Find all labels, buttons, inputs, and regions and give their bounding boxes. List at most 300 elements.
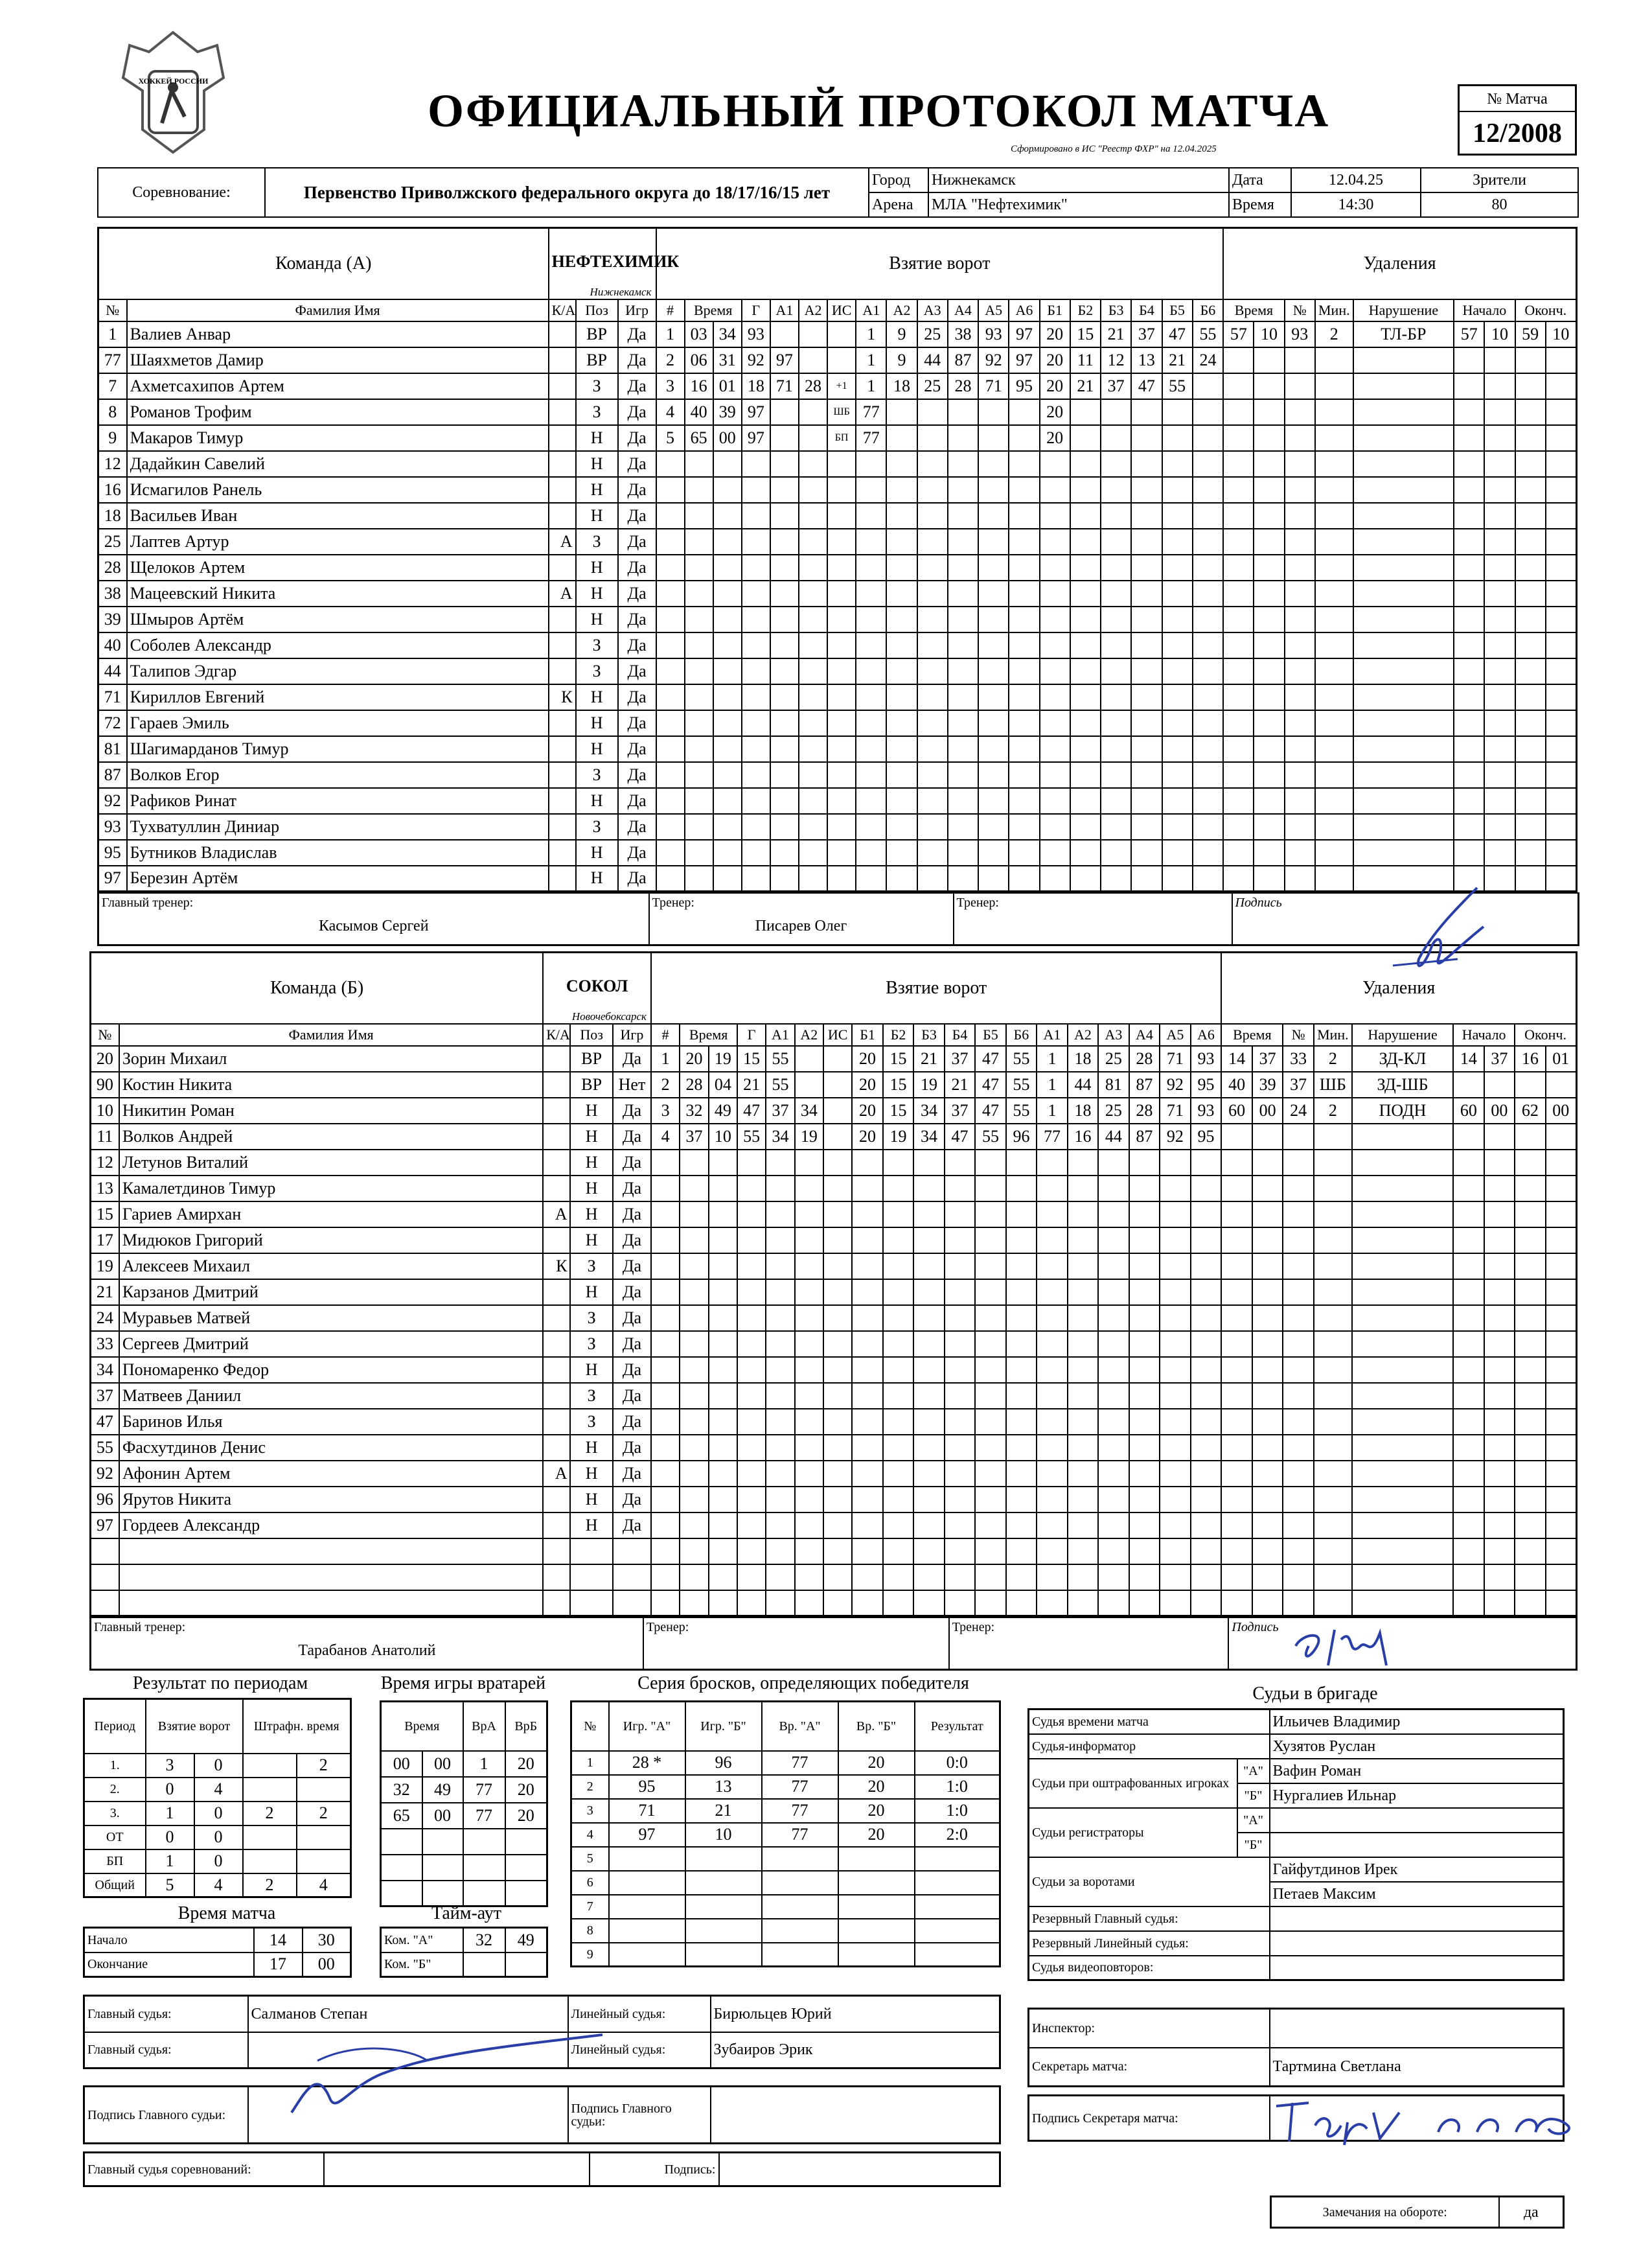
teamB-goal-empty — [852, 1487, 882, 1512]
teamB-goal-empty — [852, 1461, 882, 1487]
teamA-player-pos: З — [576, 762, 618, 788]
teamA-pen-empty — [1223, 788, 1254, 814]
teamA-goal-ice: 1 — [856, 347, 886, 373]
teamA-col-end: Оконч. — [1515, 299, 1577, 321]
teamA-goal-empty — [1162, 840, 1193, 866]
teamA-goal-empty — [1131, 529, 1162, 555]
teamA-col-ice-7: Б2 — [1070, 299, 1101, 321]
teamB-goal-empty — [1098, 1383, 1129, 1409]
teamB-col-g: Г — [737, 1024, 766, 1046]
teamA-goal-empty — [1101, 451, 1131, 477]
teamB-pen-empty — [1352, 1461, 1453, 1487]
teamA-goal-empty — [770, 529, 799, 555]
teamB-pen-empty — [1515, 1461, 1545, 1487]
teamA-goal-empty — [656, 581, 685, 607]
signature-secretary — [1270, 2093, 1587, 2151]
teamB-player-pos: Н — [570, 1124, 612, 1150]
teamA-goal-empty — [1040, 477, 1070, 503]
teamA-goal-a2 — [799, 425, 827, 451]
teamA-goal-empty — [856, 684, 886, 710]
teamB-goal-empty — [945, 1176, 975, 1201]
periods-col-goals: Взятие ворот — [146, 1699, 243, 1754]
shootout-b: 13 — [685, 1775, 762, 1799]
shootout-a: 71 — [609, 1799, 685, 1823]
teamA-col-play: Игр — [618, 299, 656, 321]
teamB-player-name: Сергеев Дмитрий — [119, 1331, 543, 1357]
teamA-player-no: 9 — [98, 425, 127, 451]
teamA-pen-empty — [1223, 736, 1254, 762]
teamA-pen-empty — [1223, 451, 1254, 477]
teamB-goal-empty — [1098, 1590, 1129, 1616]
teamB-pen-ss: 00 — [1252, 1098, 1283, 1124]
teamB-pen-empty — [1352, 1227, 1453, 1253]
teamA-player-play: Да — [618, 529, 656, 555]
teamA-goal-ice: 92 — [978, 347, 1009, 373]
teamB-player-no: 19 — [91, 1253, 119, 1279]
teamB-goal-ice: 37 — [945, 1098, 975, 1124]
teamB-pen-empty — [1252, 1279, 1283, 1305]
teamA-goal-empty — [886, 555, 917, 581]
teamA-goal-empty — [770, 710, 799, 736]
teamA-goal-empty — [1009, 866, 1039, 892]
teamA-player-ka — [549, 451, 576, 477]
teamB-goal-empty — [737, 1538, 766, 1564]
teamB-pen-empty — [1484, 1305, 1515, 1331]
teamA-pen-empty — [1484, 503, 1515, 529]
eagle-emblem-icon — [104, 19, 243, 159]
teamA-pen-empty — [1254, 762, 1284, 788]
teamB-player-no: 97 — [91, 1512, 119, 1538]
timeout-b-ss — [505, 1953, 547, 1977]
teamA-goal-empty — [948, 840, 978, 866]
teamB-goal-empty — [852, 1590, 882, 1616]
teamB-goal-empty — [680, 1176, 708, 1201]
teamA-goal-ice: 25 — [917, 373, 948, 399]
teamB-goal-empty — [852, 1357, 882, 1383]
main-ref-2-label: Главный судья: — [84, 2032, 248, 2068]
teamB-pen-empty — [1453, 1357, 1484, 1383]
teamB-goal-empty — [651, 1201, 680, 1227]
teamB-pen-emm: 62 — [1515, 1098, 1545, 1124]
teamB-col-play: Игр — [613, 1024, 651, 1046]
teamB-player-play: Да — [613, 1201, 651, 1227]
teamB-goal-empty — [1037, 1279, 1067, 1305]
teamA-goal-empty — [1193, 840, 1223, 866]
teamB-goal-empty — [709, 1279, 737, 1305]
teamA-goal-empty — [1040, 736, 1070, 762]
match-end-m: 00 — [303, 1953, 351, 1977]
teamA-pen-empty — [1484, 477, 1515, 503]
teamB-goal-empty — [975, 1538, 1005, 1564]
teamB-col-ice-1: Б2 — [883, 1024, 913, 1046]
teamA-goal-ss: 31 — [713, 347, 742, 373]
teamA-goal-empty — [1131, 866, 1162, 892]
teamA-player-no: 44 — [98, 658, 127, 684]
teamB-player-name — [119, 1564, 543, 1590]
teamA-goal-empty — [1040, 503, 1070, 529]
teamA-pen-empty — [1353, 607, 1454, 632]
shootout-b — [685, 1943, 762, 1967]
teamB-goal-empty — [1129, 1279, 1160, 1305]
teamA-goal-empty — [886, 529, 917, 555]
teamA-goal-empty — [948, 736, 978, 762]
teamB-pen-no: 24 — [1283, 1098, 1313, 1124]
teamA-pen-empty — [1484, 425, 1515, 451]
match-number: 12/2008 — [1473, 119, 1562, 148]
teamB-player-no: 90 — [91, 1072, 119, 1098]
teamB-goal-empty — [680, 1253, 708, 1279]
teamA-pen-empty — [1454, 762, 1484, 788]
teamB-pen-empty — [1515, 1435, 1545, 1461]
teamA-pen-empty — [1546, 451, 1577, 477]
teamA-player-name: Шаяхметов Дамир — [127, 347, 549, 373]
teamA-goal-empty — [886, 632, 917, 658]
teamA-goal-ice: 71 — [978, 373, 1009, 399]
shootout-a — [609, 1919, 685, 1943]
teamA-goal-empty — [742, 477, 770, 503]
teamA-goal-scorer: 18 — [742, 373, 770, 399]
goalie-mm: 00 — [381, 1751, 422, 1777]
teamB-goal-empty — [795, 1176, 823, 1201]
teamA-player-no: 12 — [98, 451, 127, 477]
teamA-goal-empty — [1040, 451, 1070, 477]
timeout-title: Тайм-аут — [431, 1903, 502, 1923]
teamA-goal-empty — [1070, 632, 1101, 658]
teamA-goal-empty — [1040, 632, 1070, 658]
teamA-pen-empty — [1254, 555, 1284, 581]
teamB-player-no — [91, 1590, 119, 1616]
shootout-va: 77 — [762, 1799, 838, 1823]
shootout-row — [571, 1943, 1000, 1967]
teamA-goal-empty — [685, 814, 713, 840]
teamB-goal-empty — [1006, 1253, 1037, 1279]
teamB-goal-ice: 16 — [1068, 1124, 1098, 1150]
period-pb — [297, 1778, 351, 1802]
shootout-va — [762, 1871, 838, 1895]
teamA-goal-empty — [917, 477, 948, 503]
teamA-pen-empty — [1546, 866, 1577, 892]
teamB-goal-empty — [766, 1538, 794, 1564]
teamB-goal-a1: 37 — [766, 1098, 794, 1124]
teamB-player-ka — [543, 1150, 570, 1176]
teamA-goal-empty — [1009, 632, 1039, 658]
teamA-goal-empty — [1131, 632, 1162, 658]
teamA-goal-empty — [685, 840, 713, 866]
teamA-player-play: Да — [618, 503, 656, 529]
teamB-pen-empty — [1221, 1512, 1252, 1538]
teamB-player-no: 96 — [91, 1487, 119, 1512]
teamB-goal-ice: 15 — [883, 1098, 913, 1124]
teamB-goal-empty — [975, 1461, 1005, 1487]
teamB-pen-empty — [1221, 1227, 1252, 1253]
teamB-goal-ice: 81 — [1098, 1072, 1129, 1098]
teamB-goal-ice: 20 — [852, 1124, 882, 1150]
teamA-goal-empty — [1162, 477, 1193, 503]
teamB-pen-empty — [1352, 1487, 1453, 1512]
teamA-goal-empty — [948, 607, 978, 632]
teamB-player-ka — [543, 1046, 570, 1072]
teamB-goal-empty — [823, 1487, 852, 1512]
teamB-goal-empty — [1006, 1512, 1037, 1538]
teamB-goal-empty — [1160, 1590, 1190, 1616]
shootout-vb — [838, 1895, 915, 1919]
teamB-goal-ss: 19 — [709, 1046, 737, 1072]
teamA-player-play: Да — [618, 814, 656, 840]
teamA-goal-ice: 18 — [886, 373, 917, 399]
teamA-pen-mm: 57 — [1223, 321, 1254, 347]
teamB-goal-empty — [1068, 1331, 1098, 1357]
teamB-pen-empty — [1453, 1227, 1484, 1253]
teamB-goal-empty — [1129, 1512, 1160, 1538]
teamA-pen-empty — [1223, 840, 1254, 866]
teamB-player-row — [91, 1253, 1577, 1279]
match-number-box — [1458, 84, 1577, 156]
goalie-empty — [381, 1881, 422, 1906]
teamB-goal-empty — [1160, 1331, 1190, 1357]
teamB-player-pos: Н — [570, 1435, 612, 1461]
shootout-n: 7 — [571, 1895, 609, 1919]
teamA-goal-empty — [713, 710, 742, 736]
teamA-goal-empty — [1131, 762, 1162, 788]
teamB-goal-empty — [945, 1435, 975, 1461]
teamB-goal-empty — [680, 1435, 708, 1461]
teamA-goal-empty — [713, 840, 742, 866]
teamB-goal-empty — [651, 1227, 680, 1253]
video-label: Судья видеоповторов: — [1029, 1956, 1270, 1980]
shootout-a — [609, 1847, 685, 1871]
teamA-goal-empty — [886, 503, 917, 529]
teamA-goal-ice — [1162, 425, 1193, 451]
shootout-vb — [838, 1871, 915, 1895]
teamB-player-pos: З — [570, 1253, 612, 1279]
teamA-player-play: Да — [618, 399, 656, 425]
teamB-goal-empty — [883, 1357, 913, 1383]
teamB-goal-is — [823, 1098, 852, 1124]
officials-table — [1027, 1708, 1565, 1981]
teamA-goal-a1: 71 — [770, 373, 799, 399]
teamA-goal-empty — [827, 555, 856, 581]
teamA-goal-empty — [948, 529, 978, 555]
teamB-player-row — [91, 1564, 1577, 1590]
teamB-player-play: Да — [613, 1357, 651, 1383]
teamA-player-no: 28 — [98, 555, 127, 581]
teamA-goal-ss: 39 — [713, 399, 742, 425]
teamA-pen-empty — [1254, 814, 1284, 840]
teamA-pen-empty — [1223, 581, 1254, 607]
inspector-label: Инспектор: — [1029, 2009, 1270, 2048]
teamB-pen-empty — [1252, 1435, 1283, 1461]
teamA-col-ice-6: Б1 — [1040, 299, 1070, 321]
teamB-goal-empty — [852, 1331, 882, 1357]
teamA-player-no: 18 — [98, 503, 127, 529]
teamB-goal-empty — [1098, 1279, 1129, 1305]
teamA-goal-empty — [1101, 788, 1131, 814]
teamA-player-ka — [549, 477, 576, 503]
teamB-pen-empty — [1484, 1201, 1515, 1227]
teamA-goal-ice: 93 — [978, 321, 1009, 347]
teamA-goal-ss: 01 — [713, 373, 742, 399]
teamA-player-name: Щелоков Артем — [127, 555, 549, 581]
teamA-pen-empty — [1546, 425, 1577, 451]
period-pb: 2 — [297, 1802, 351, 1825]
teamA-goal-empty — [1070, 451, 1101, 477]
teamA-goal-empty — [713, 477, 742, 503]
teamB-pen-empty — [1314, 1383, 1352, 1409]
teamA-goal-empty — [1162, 529, 1193, 555]
period-p: 1. — [84, 1754, 146, 1778]
teamB-pen-empty — [1546, 1227, 1577, 1253]
teamA-goal-empty — [917, 581, 948, 607]
period-ga: 0 — [146, 1778, 194, 1802]
teamB-player-play — [613, 1564, 651, 1590]
goalie-empty — [422, 1881, 463, 1906]
teamB-goal-empty — [651, 1487, 680, 1512]
teamA-player-row — [98, 347, 1577, 373]
teamA-goal-empty — [799, 684, 827, 710]
teamB-goal-empty — [852, 1305, 882, 1331]
teamA-player-ka — [549, 736, 576, 762]
teamB-goal-empty — [1191, 1150, 1222, 1176]
teamB-goal-empty — [883, 1590, 913, 1616]
teamB-player-name: Алексеев Михаил — [119, 1253, 543, 1279]
teamA-player-name: Талипов Эдгар — [127, 658, 549, 684]
teamA-goal-empty — [827, 710, 856, 736]
reserve-line-value — [1270, 1931, 1564, 1956]
teamB-goal-empty — [1191, 1409, 1222, 1435]
teamB-goal-empty — [913, 1512, 944, 1538]
teamA-goal-empty — [1040, 788, 1070, 814]
teamB-player-row — [91, 1487, 1577, 1512]
teamB-goal-empty — [795, 1512, 823, 1538]
teamB-player-no — [91, 1564, 119, 1590]
teamA-goal-empty — [1009, 788, 1039, 814]
goalie-empty — [505, 1881, 547, 1906]
teamA-pen-empty — [1254, 451, 1284, 477]
teamB-player-ka — [543, 1331, 570, 1357]
teamA-goal-empty — [1131, 477, 1162, 503]
teamB-goal-a2: 19 — [795, 1124, 823, 1150]
teamB-goal-empty — [883, 1201, 913, 1227]
teamB-goal-ice: 44 — [1068, 1072, 1098, 1098]
teamB-player-no: 24 — [91, 1305, 119, 1331]
teamA-player-name: Тухватуллин Диниар — [127, 814, 549, 840]
teamA-goal-empty — [1131, 503, 1162, 529]
teamA-goal-empty — [948, 581, 978, 607]
teamB-goal-empty — [1098, 1331, 1129, 1357]
teamA-goal-empty — [917, 684, 948, 710]
teamA-goal-empty — [1193, 866, 1223, 892]
teamA-goal-empty — [827, 788, 856, 814]
teamA-player-play: Да — [618, 762, 656, 788]
teamA-goal-empty — [917, 529, 948, 555]
teamB-goal-empty — [945, 1538, 975, 1564]
teamB-goal-empty — [1160, 1383, 1190, 1409]
teamA-col-ice-3: А4 — [948, 299, 978, 321]
teamA-goal-empty — [1162, 632, 1193, 658]
teamB-goal-empty — [883, 1331, 913, 1357]
teamA-col-gtime: Время — [685, 299, 742, 321]
teamB-goal-empty — [709, 1435, 737, 1461]
goalie-mm: 32 — [381, 1777, 422, 1803]
teamB-col-name: Фамилия Имя — [119, 1024, 543, 1046]
teamB-goal-empty — [883, 1435, 913, 1461]
teamA-pen-empty — [1285, 684, 1315, 710]
teamB-player-name — [119, 1590, 543, 1616]
goalie-mm: 65 — [381, 1803, 422, 1829]
teamB-goal-empty — [1191, 1227, 1222, 1253]
teamB-goal-empty — [1006, 1305, 1037, 1331]
teamA-pen-empty — [1315, 607, 1353, 632]
teamA-player-pos: Н — [576, 684, 618, 710]
teamA-goal-empty — [685, 710, 713, 736]
teamB-player-ka — [543, 1305, 570, 1331]
teamB-goal-empty — [709, 1538, 737, 1564]
teamA-goal-empty — [713, 632, 742, 658]
teamB-pen-empty — [1283, 1201, 1313, 1227]
goalie-b: 20 — [505, 1803, 547, 1829]
teamB-goal-empty — [975, 1409, 1005, 1435]
teamA-goal-empty — [978, 684, 1009, 710]
teamB-goal-empty — [1160, 1357, 1190, 1383]
teamB-goal-empty — [823, 1564, 852, 1590]
period-gb: 0 — [194, 1754, 243, 1778]
teamA-goal-empty — [856, 477, 886, 503]
teamA-player-row — [98, 658, 1577, 684]
teamA-pen-empty — [1484, 658, 1515, 684]
teamA-goal-empty — [1162, 607, 1193, 632]
teamB-goal-empty — [737, 1227, 766, 1253]
teamB-player-ka: К — [543, 1253, 570, 1279]
time-label: Время — [1229, 192, 1291, 217]
teamB-player-row — [91, 1409, 1577, 1435]
teamB-pen-empty — [1453, 1176, 1484, 1201]
teamB-goal-empty — [883, 1253, 913, 1279]
teamB-goal-empty — [913, 1461, 944, 1487]
teamB-goal-empty — [1129, 1590, 1160, 1616]
teamA-goal-empty — [656, 866, 685, 892]
teamB-goal-empty — [1037, 1201, 1067, 1227]
teamB-goal-ice: 55 — [1006, 1098, 1037, 1124]
teamA-goal-empty — [1070, 866, 1101, 892]
teamA-player-name: Волков Егор — [127, 762, 549, 788]
teamA-goal-empty — [856, 736, 886, 762]
teamA-pen-empty — [1353, 347, 1454, 373]
teamB-pen-no: 33 — [1283, 1046, 1313, 1072]
teamB-goal-empty — [913, 1435, 944, 1461]
teamA-goal-empty — [713, 658, 742, 684]
teamA-pen-empty — [1223, 814, 1254, 840]
teamB-goal-ice: 25 — [1098, 1098, 1129, 1124]
goalies-table — [380, 1700, 548, 1907]
teamB-goal-empty — [709, 1512, 737, 1538]
teamB-player-no: 55 — [91, 1435, 119, 1461]
teamA-goal-empty — [1070, 607, 1101, 632]
teamA-pen-empty — [1315, 581, 1353, 607]
teamA-pen-empty — [1285, 840, 1315, 866]
teamA-goal-empty — [1070, 529, 1101, 555]
teamA-goal-empty — [978, 866, 1009, 892]
shootout-row — [571, 1895, 1000, 1919]
teamA-pen-empty — [1546, 840, 1577, 866]
teamB-goal-empty — [1191, 1461, 1222, 1487]
teamB-goal-empty — [1191, 1487, 1222, 1512]
period-p: 3. — [84, 1802, 146, 1825]
teamB-col-ice-9: А4 — [1129, 1024, 1160, 1046]
teamA-player-play: Да — [618, 451, 656, 477]
teamB-goal-empty — [795, 1461, 823, 1487]
teamA-goal-ice: 9 — [886, 347, 917, 373]
teamA-player-pos: Н — [576, 451, 618, 477]
